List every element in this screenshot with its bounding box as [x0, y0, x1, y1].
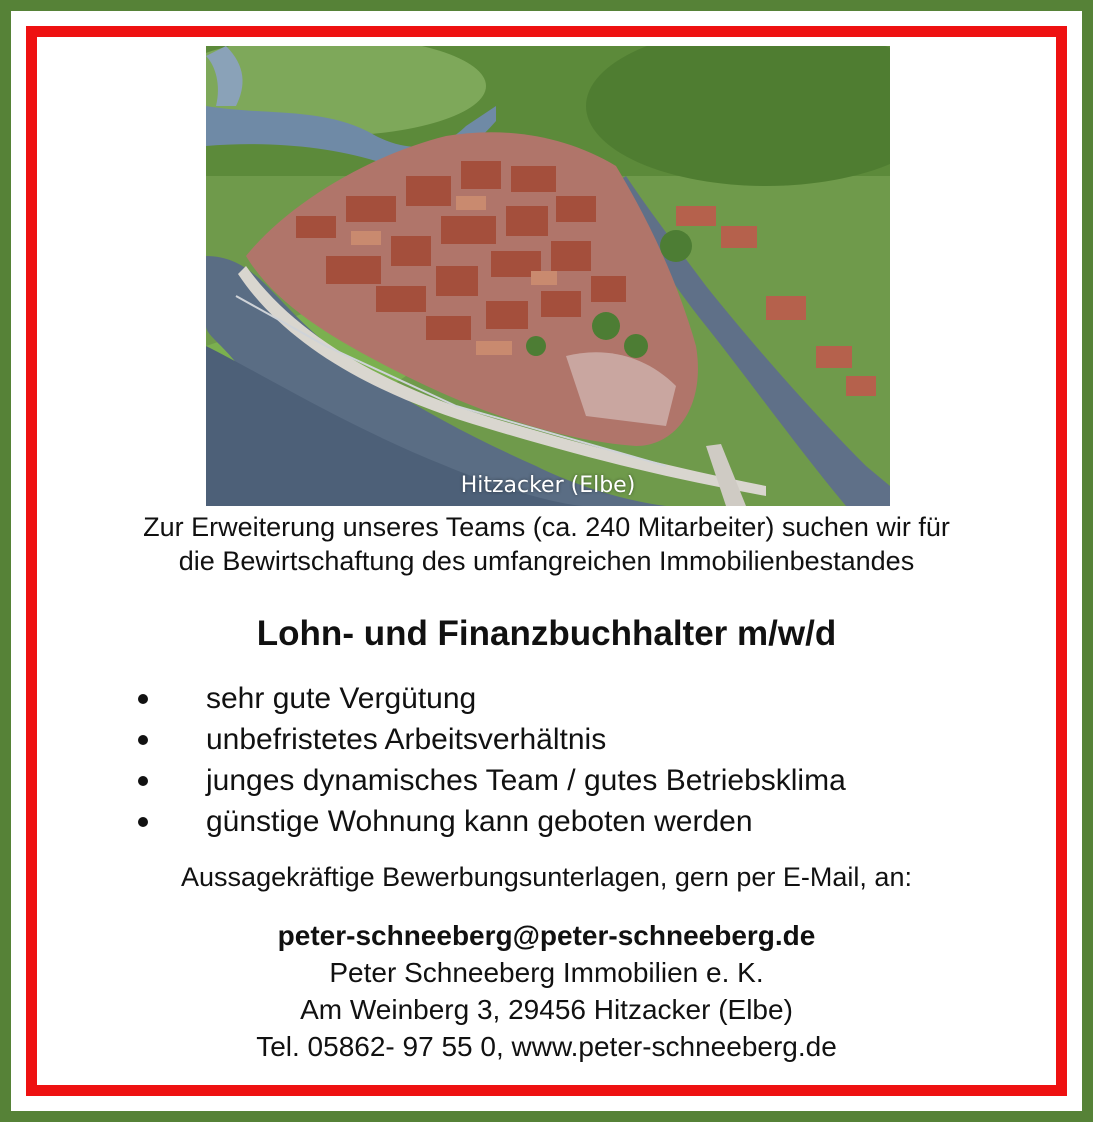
benefit-item [130, 801, 846, 842]
intro-line-2: die Bewirtschaftung des umfangreichen Immobilienbestandes [178, 546, 915, 576]
benefit-item [130, 719, 846, 760]
benefit-text: junges dynamisches Team / gutes Betriebsklima [206, 764, 846, 797]
company-name: Peter Schneeberg Immobilien e. K. [329, 957, 764, 988]
photo-caption: Hitzacker (Elbe) [460, 473, 636, 498]
aerial-photo-illustration [206, 46, 890, 506]
intro-paragraph [40, 510, 1053, 578]
bullet-icon [138, 817, 148, 827]
job-title: Lohn- und Finanzbuchhalter m/w/d [256, 614, 837, 653]
company-address: Am Weinberg 3, 29456 Hitzacker (Elbe) [300, 994, 793, 1025]
benefit-item [130, 678, 846, 719]
phone-number: Tel. 05862- 97 55 0, [256, 1031, 512, 1062]
bullet-icon [138, 735, 148, 745]
website-link[interactable]: www.peter-schneeberg.de [511, 1031, 837, 1062]
contact-block [40, 917, 1053, 1065]
intro-line-1: Zur Erweiterung unseres Teams (ca. 240 Mitarbeiter) suchen wir für [143, 512, 950, 542]
benefit-text: günstige Wohnung kann geboten werden [206, 805, 753, 838]
benefits-list [130, 678, 846, 842]
contact-phone-line [40, 1028, 1053, 1065]
bullet-icon [138, 776, 148, 786]
aerial-photo-hitzacker [206, 46, 890, 506]
benefit-text: unbefristetes Arbeitsverhältnis [206, 723, 607, 756]
application-instruction: Aussagekräftige Bewerbungsunterlagen, gern per E-Mail, an: [181, 862, 912, 892]
contact-email-link[interactable]: peter-schneeberg@peter-schneeberg.de [277, 920, 816, 951]
benefit-text: sehr gute Vergütung [206, 682, 477, 715]
bullet-icon [138, 694, 148, 704]
benefit-item [130, 760, 846, 801]
